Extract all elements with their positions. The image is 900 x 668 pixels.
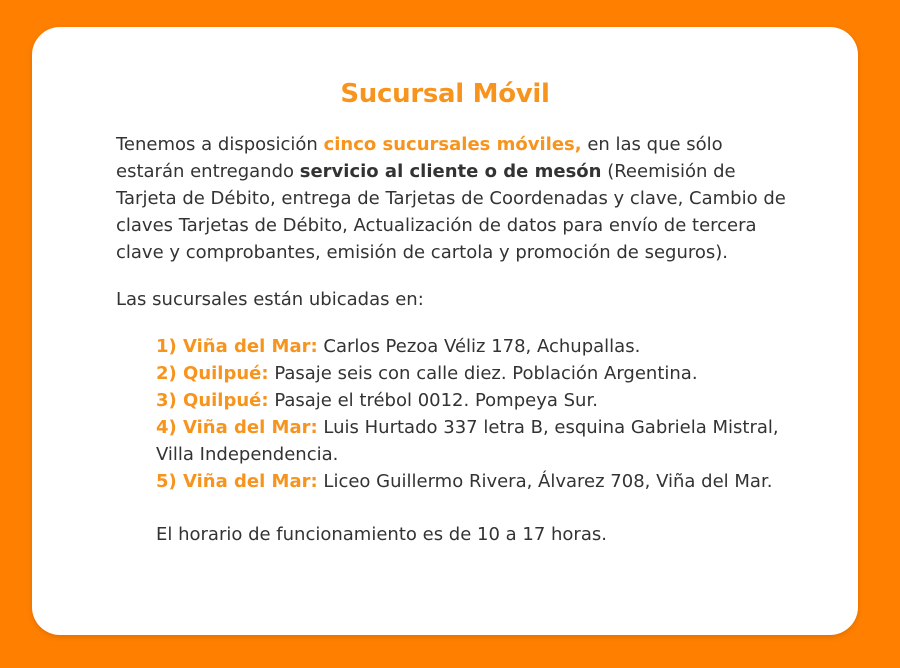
- intro-text-3: (Reemisión de Tarjeta de Débito, entrega de Tarjetas de Coordenadas y clave, Cambio de claves Tarjetas de Débito, Actualización de datos para envío de tercera clave y comprobantes, emisión de cartola y promoción de seguros).: [116, 161, 786, 263]
- branch-label: 4) Viña del Mar:: [156, 417, 318, 438]
- branch-label: 3) Quilpué:: [156, 390, 269, 411]
- branch-list: [156, 333, 786, 495]
- branch-address: Pasaje seis con calle diez. Población Argentina.: [268, 363, 698, 384]
- list-item: [156, 333, 786, 360]
- page-title: Sucursal Móvil: [340, 79, 550, 109]
- schedule-text: El horario de funcionamiento es de 10 a 17 horas.: [156, 524, 607, 545]
- located-text: Las sucursales están ubicadas en:: [116, 289, 424, 310]
- intro-text-2: en las que sólo estarán entregando: [116, 134, 723, 182]
- card-content: [116, 131, 786, 548]
- branch-address: Liceo Guillermo Rivera, Álvarez 708, Viña del Mar.: [317, 471, 773, 492]
- list-item: [156, 387, 786, 414]
- list-item: [156, 360, 786, 387]
- intro-text-1: Tenemos a disposición: [116, 134, 324, 155]
- branch-address: Pasaje el trébol 0012. Pompeya Sur.: [268, 390, 598, 411]
- branch-label: 2) Quilpué:: [156, 363, 269, 384]
- branch-address: Carlos Pezoa Véliz 178, Achupallas.: [317, 336, 641, 357]
- info-card: [32, 27, 858, 635]
- list-item: [156, 414, 786, 468]
- branch-address: Luis Hurtado 337 letra B, esquina Gabriela Mistral, Villa Independencia.: [156, 417, 779, 465]
- intro-highlight: cinco sucursales móviles,: [323, 134, 582, 155]
- intro-paragraph: [116, 131, 786, 266]
- branch-label: 5) Viña del Mar:: [156, 471, 318, 492]
- intro-bold: servicio al cliente o de mesón: [299, 161, 602, 182]
- list-item: [156, 468, 786, 495]
- branch-label: 1) Viña del Mar:: [156, 336, 318, 357]
